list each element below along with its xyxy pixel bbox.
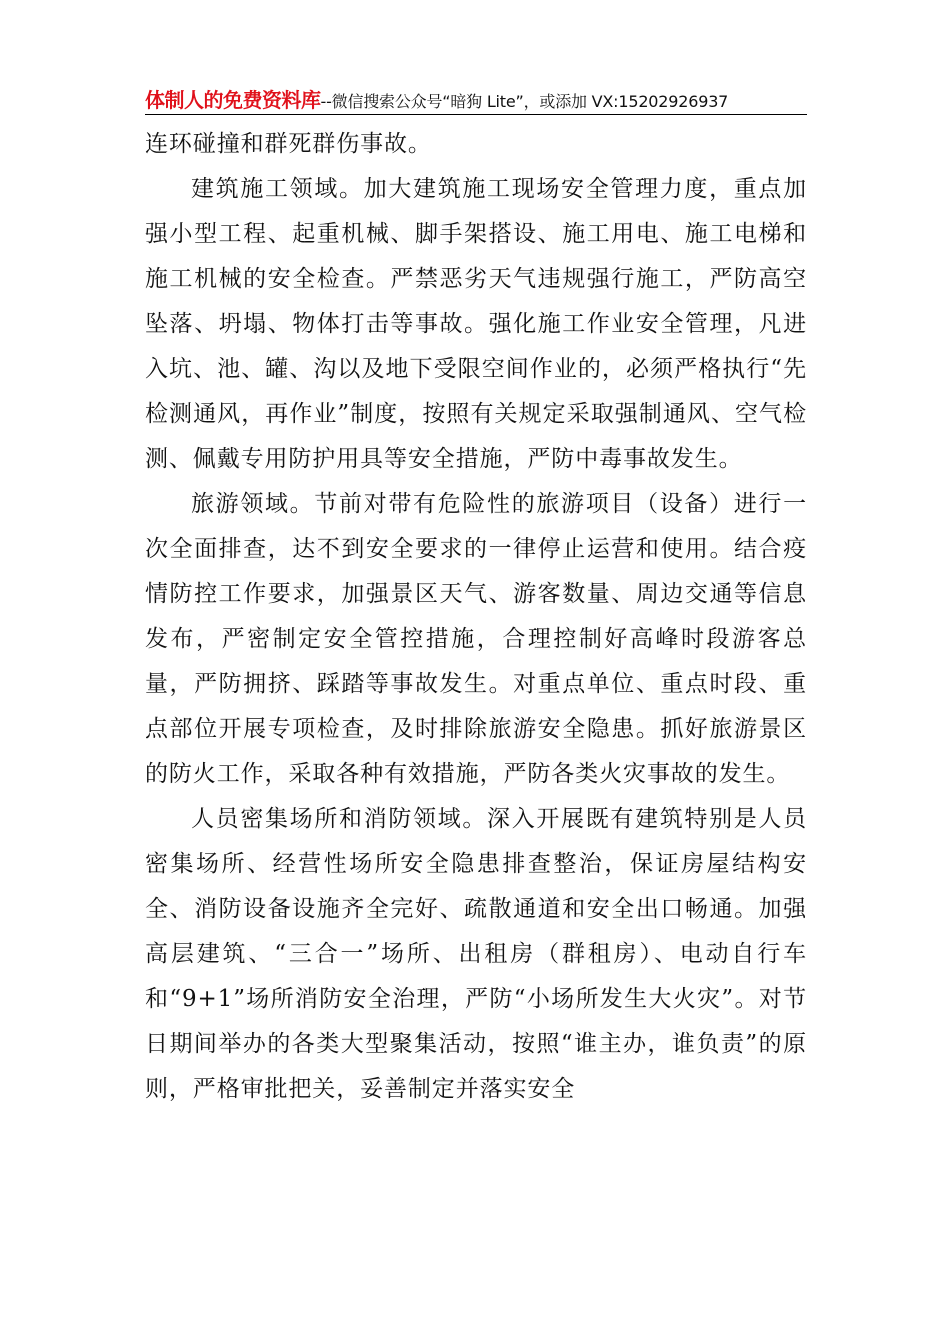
page-header (145, 84, 807, 115)
paragraph-construction: 建筑施工领域。加大建筑施工现场安全管理力度，重点加强小型工程、起重机械、脚手架搭设、施工用电、施工电梯和施工机械的安全检查。严禁恶劣天气违规强行施工，严防高空坠落、坍塌、物体打击等事故。强化施工作业安全管理，凡进入坑、池、罐、沟以及地下受限空间作业的，必须严格执行“先检测通风，再作业”制度，按照有关规定采取强制通风、空气检测、佩戴专用防护用具等安全措施，严防中毒事故发生。 (145, 176, 807, 472)
header-tagline: --微信搜索公众号“暗狗 Lite”，或添加 VX:15202926937 (320, 92, 729, 111)
paragraph-crowded-places-fire: 人员密集场所和消防领域。深入开展既有建筑特别是人员密集场所、经营性场所安全隐患排查整治，保证房屋结构安全、消防设备设施齐全完好、疏散通道和安全出口畅通。加强高层建筑、“三合一”场所、出租房（群租房）、电动自行车和“9+1”场所消防安全治理，严防“小场所发生大火灾”。对节日期间举办的各类大型聚集活动，按照“谁主办，谁负责”的原则，严格审批把关，妥善制定并落实安全 (145, 806, 807, 1102)
document-body (145, 122, 807, 1112)
paragraph-tourism: 旅游领域。节前对带有危险性的旅游项目（设备）进行一次全面排查，达不到安全要求的一律停止运营和使用。结合疫情防控工作要求，加强景区天气、游客数量、周边交通等信息发布，严密制定安全管控措施，合理控制好高峰时段游客总量，严防拥挤、踩踏等事故发生。对重点单位、重点时段、重点部位开展专项检查，及时排除旅游安全隐患。抓好旅游景区的防火工作，采取各种有效措施，严防各类火灾事故的发生。 (145, 491, 807, 787)
paragraph-continuation: 连环碰撞和群死群伤事故。 (145, 131, 432, 157)
header-brand: 体制人的免费资料库 (145, 88, 321, 112)
